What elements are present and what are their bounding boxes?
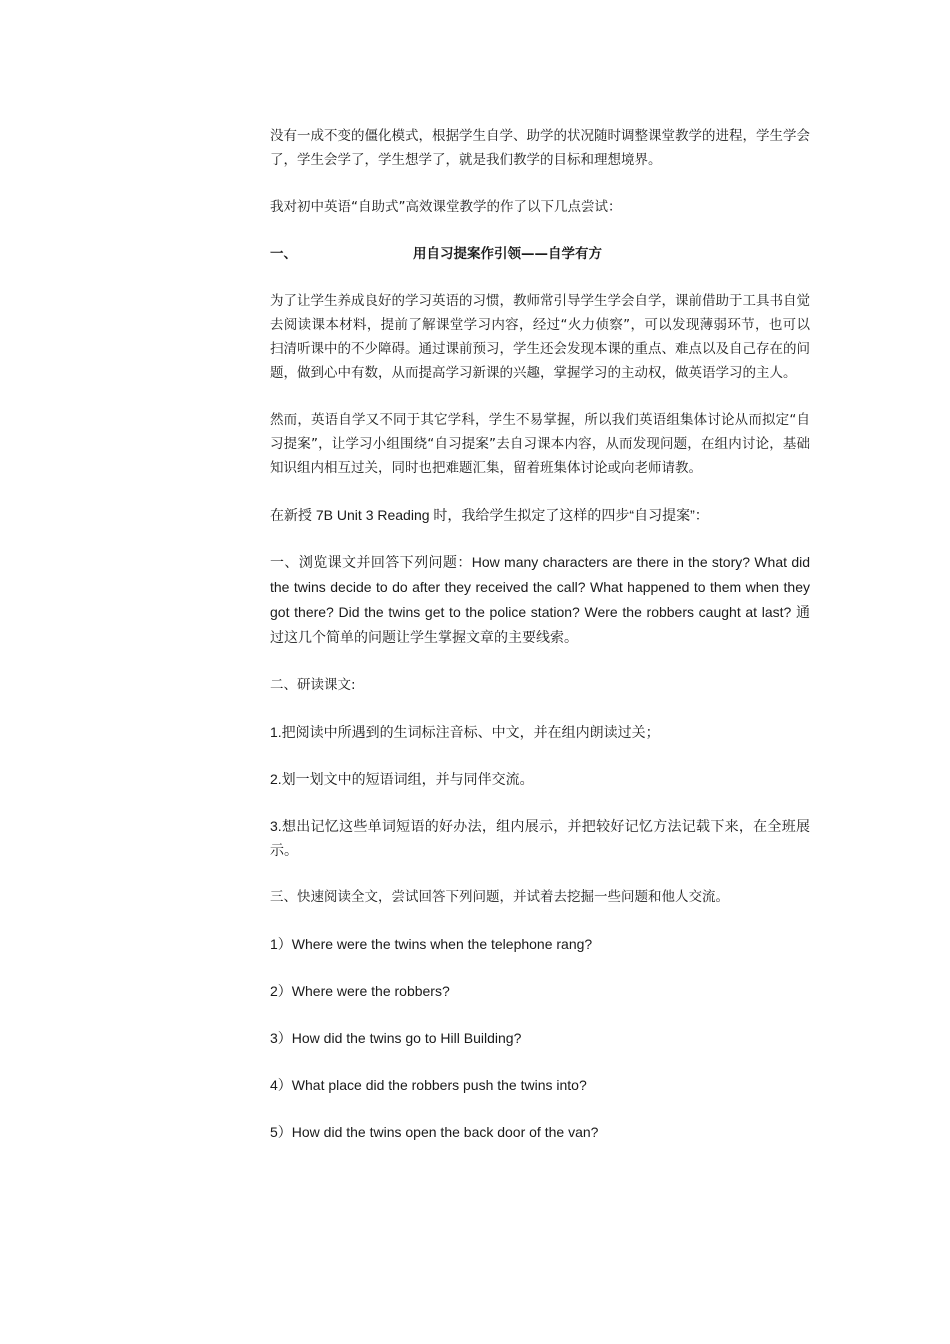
section-heading-text: 用自习提案作引领——自学有方 (413, 246, 602, 262)
question-item: 1）Where were the twins when the telephone rang? (270, 936, 593, 952)
document-body (270, 124, 810, 1167)
question-item: 2）Where were the robbers? (270, 983, 450, 999)
paragraph-attempts-intro: 我对初中英语“自助式”高效课堂教学的作了以下几点尝试： (270, 199, 622, 215)
step-2-item-3: 3.想出记忆这些单词短语的好办法，组内展示，并把较好记忆方法记载下来，在全班展示。 (270, 818, 810, 858)
paragraph-self-study: 为了让学生养成良好的学习英语的习惯，教师常引导学生学会自学，课前借助于工具书自觉去阅读课本材料，提前了解课堂学习内容，经过“火力侦察”，可以发现薄弱环节，也可以扫清听课中的不少障碍。通过课前预习，学生还会发现本课的重点、难点以及自己存在的问题，做到心中有数，从而提高学习新课的兴趣，掌握学习的主动权，做英语学习的主人。 (270, 293, 810, 381)
paragraph-unit-intro: 在新授 7B Unit 3 Reading 时，我给学生拟定了这样的四步“自习提案”： (270, 507, 709, 523)
section-heading-1 (270, 242, 810, 266)
step-2-item-2: 2.划一划文中的短语词组，并与同伴交流。 (270, 771, 534, 787)
question-item: 5）How did the twins open the back door of the van? (270, 1124, 599, 1140)
step-3-fast-reading: 三、快速阅读全文，尝试回答下列问题，并试着去挖掘一些问题和他人交流。 (270, 889, 729, 905)
step-2-item-1: 1.把阅读中所遇到的生词标注音标、中文，并在组内朗读过关； (270, 724, 660, 740)
question-item: 3）How did the twins go to Hill Building? (270, 1030, 522, 1046)
paragraph-study-proposal: 然而，英语自学又不同于其它学科，学生不易掌握，所以我们英语组集体讨论从而拟定“自习提案”，让学习小组围绕“自习提案”去自习课本内容，从而发现问题，在组内讨论，基础知识组内相互过关，同时也把难题汇集，留着班集体讨论或向老师请教。 (270, 412, 810, 476)
step-1-browse-questions: 一、浏览课文并回答下列问题：How many characters are there in the story? What did the twins decide to do after they received the call? What happened to them when they got there? Did the twins get to the police station? Were the robbers caught at last? 通过这几个简单的问题让学生掌握文章的主要线索。 (270, 554, 810, 645)
question-item: 4）What place did the robbers push the twins into? (270, 1077, 587, 1093)
step-2-study-text: 二、研读课文: (270, 677, 356, 693)
paragraph-intro-continuation: 没有一成不变的僵化模式，根据学生自学、助学的状况随时调整课堂教学的进程，学生学会了，学生会学了，学生想学了，就是我们教学的目标和理想境界。 (270, 128, 810, 168)
section-heading-number: 一、 (270, 246, 297, 262)
